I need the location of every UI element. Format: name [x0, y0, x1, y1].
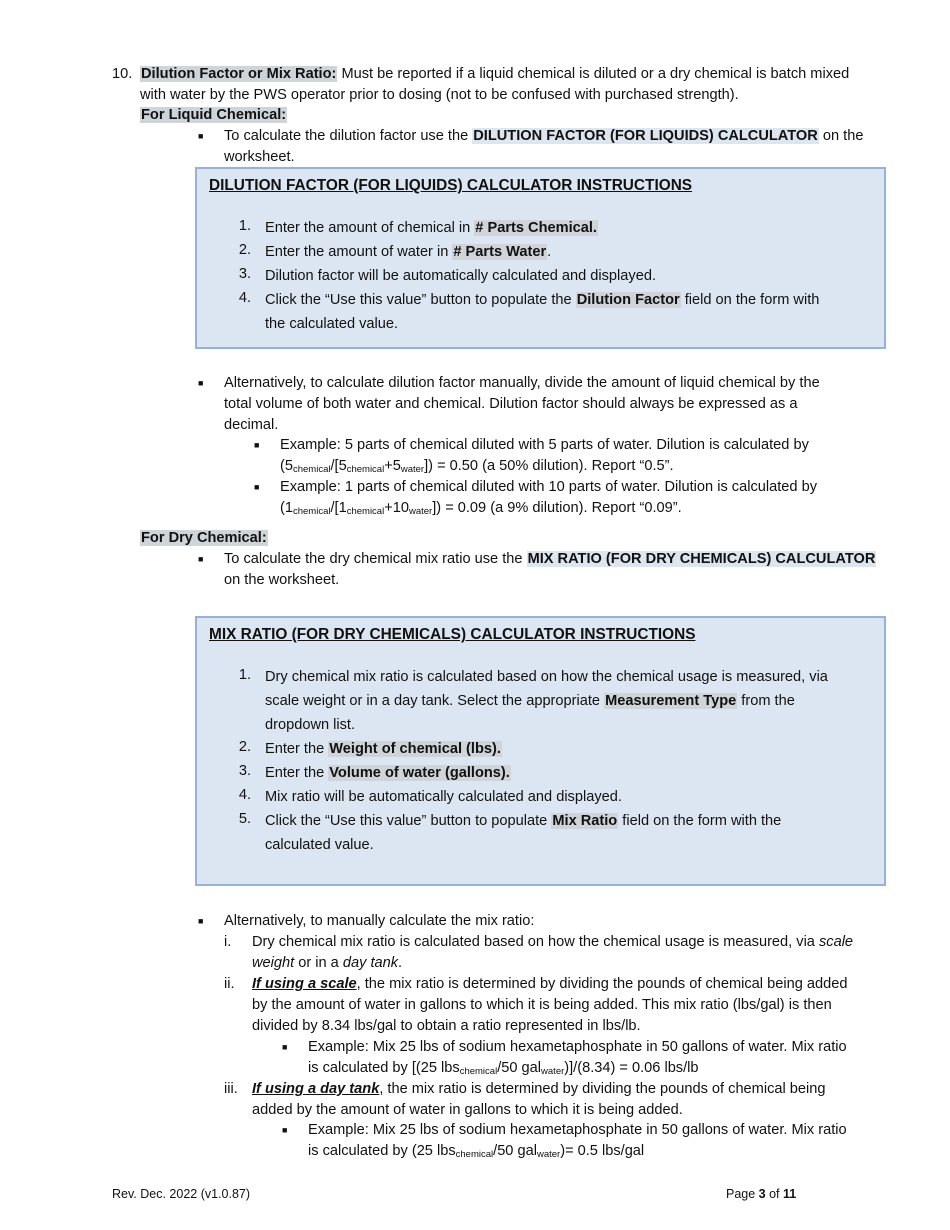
text: dropdown list.	[265, 717, 356, 733]
item-number: 10.	[112, 66, 133, 82]
bullet-icon: ■	[282, 1042, 288, 1052]
text: ]) = 0.50 (a 50% dilution). Report “0.5”.	[424, 458, 674, 474]
measurement-type-ref: Measurement Type	[605, 693, 737, 709]
liquid-heading: For Liquid Chemical:	[141, 107, 287, 123]
page-current: 3	[758, 1187, 766, 1201]
bullet-icon: ■	[198, 131, 204, 141]
dry-ii-formula	[308, 1058, 699, 1079]
item-10-line1	[140, 64, 849, 85]
liquid-alt-line1: Alternatively, to calculate dilution factor manually, divide the amount of liquid chemical by the	[224, 375, 820, 391]
dry-iii-formula	[308, 1141, 644, 1162]
liquid-alt-line3: decimal.	[224, 417, 279, 433]
text: from the	[737, 693, 795, 709]
text: .	[398, 955, 403, 971]
roman-ii: ii.	[224, 976, 235, 992]
sub: chemical	[292, 506, 331, 517]
day-tank-lead: If using a day tank	[252, 1081, 380, 1097]
text: scale weight or in a day tank. Select the appropriate	[265, 693, 605, 709]
text: To calculate the dilution factor use the	[224, 128, 473, 144]
text: on the	[818, 128, 864, 144]
dry-i-line1	[252, 932, 853, 953]
bullet-icon: ■	[282, 1125, 288, 1135]
sub: water	[541, 1066, 565, 1077]
bullet-icon: ■	[254, 440, 260, 450]
text: calculated value.	[265, 837, 374, 853]
text: Dilution factor will be automatically calculated and displayed.	[265, 268, 656, 284]
sub: water	[408, 506, 433, 517]
roman-iii: iii.	[224, 1081, 238, 1097]
text: To calculate the dry chemical mix ratio use the	[224, 551, 527, 567]
text: , the mix ratio is determined by dividing the pounds of chemical being	[379, 1081, 826, 1097]
item-10-text: Must be reported if a liquid chemical is diluted or a dry chemical is batch mixed	[337, 66, 850, 82]
dry-iii-line1	[252, 1079, 826, 1100]
volume-water-ref: Volume of water (gallons).	[329, 765, 510, 781]
dry-iii-line2: added by the amount of water in gallons to which it is being added.	[252, 1102, 683, 1118]
text: )= 0.5 lbs/gal	[560, 1143, 645, 1159]
dilution-instructions-box: DILUTION FACTOR (FOR LIQUIDS) CALCULATOR INSTRUCTIONS 1. Enter the amount of chemical in # Parts Chemical. 2. Enter the amount of water in # Parts Water. 3. Dilution factor will be automatically calculated and displayed. 4. Click the “Use this value” button to populate the Dilution Factor field on the form with the calculated value.	[195, 167, 886, 349]
page-total: 11	[783, 1187, 797, 1201]
text: , the mix ratio is determined by dividing the pounds of chemical being added	[356, 976, 848, 992]
text: field on the form with	[680, 292, 820, 308]
mix-ratio-box-title: MIX RATIO (FOR DRY CHEMICALS) CALCULATOR INSTRUCTIONS	[209, 626, 696, 643]
footer-revision: Rev. Dec. 2022 (v1.0.87)	[112, 1187, 251, 1201]
text: is calculated by [(25 lbs	[308, 1060, 460, 1076]
dilution-factor-field-ref: Dilution Factor	[576, 292, 680, 308]
text: Dry chemical mix ratio is calculated based on how the chemical usage is measured, via	[252, 934, 819, 950]
dry-heading: For Dry Chemical:	[141, 530, 267, 546]
dry-i-line2	[252, 953, 402, 974]
sub: chemical	[346, 464, 385, 475]
text: Mix ratio will be automatically calculated and displayed.	[265, 789, 622, 805]
text: Page	[726, 1187, 759, 1201]
text: day tank	[342, 955, 399, 971]
sub: chemical	[455, 1149, 494, 1160]
mix-ratio-calculator-ref: MIX RATIO (FOR DRY CHEMICALS) CALCULATOR	[527, 551, 876, 567]
sub: chemical	[459, 1066, 498, 1077]
text: )]/(8.34) = 0.06 lbs/lb	[564, 1060, 699, 1076]
mix-ratio-field-ref: Mix Ratio	[552, 813, 618, 829]
liquid-alt-line2: total volume of both water and chemical. Dilution factor should always be expressed as a	[224, 396, 798, 412]
scale-lead: If using a scale	[252, 976, 357, 992]
text: weight	[252, 955, 295, 971]
dry-iii-example: Example: Mix 25 lbs of sodium hexametaphosphate in 50 gallons of water. Mix ratio	[308, 1122, 847, 1138]
text: of	[765, 1187, 783, 1201]
text: or in a	[294, 955, 343, 971]
bullet-icon: ■	[198, 916, 204, 926]
dry-ii-line1	[252, 974, 847, 995]
liquid-example-1: Example: 5 parts of chemical diluted with 5 parts of water. Dilution is calculated by	[280, 437, 809, 453]
text: Dry chemical mix ratio is calculated based on how the chemical usage is measured, via	[265, 669, 828, 685]
dilution-box-title: DILUTION FACTOR (FOR LIQUIDS) CALCULATOR INSTRUCTIONS	[209, 177, 693, 194]
text: .	[547, 244, 552, 260]
text: field on the form with the	[618, 813, 782, 829]
dry-ii-example: Example: Mix 25 lbs of sodium hexametaphosphate in 50 gallons of water. Mix ratio	[308, 1039, 847, 1055]
bullet-icon: ■	[198, 378, 204, 388]
text: ]) = 0.09 (a 9% dilution). Report “0.09”.	[432, 500, 682, 516]
item-10-title: Dilution Factor or Mix Ratio:	[141, 66, 337, 82]
liquid-bullet-1-cont: worksheet.	[224, 149, 295, 165]
text: Click the “Use this value” button to populate	[265, 813, 552, 829]
roman-i: i.	[224, 934, 232, 950]
parts-water-ref: # Parts Water	[453, 244, 547, 260]
liquid-example-2-formula: $(1_{chemical}/[1_{chemical}+10_{water}]) = 0.09$ (a 9% dilution). Report “0.09”.	[280, 500, 682, 517]
bullet-icon: ■	[254, 482, 260, 492]
text: Enter the	[265, 765, 329, 781]
text: is calculated by (25 lbs	[308, 1143, 456, 1159]
bullet-icon: ■	[198, 554, 204, 564]
sub: chemical	[346, 506, 385, 517]
sub: water	[536, 1149, 561, 1160]
text: scale	[818, 934, 854, 950]
liquid-example-1-formula: $(5_{chemical}/[5_{chemical}+5_{water}]) = 0.50$ (a 50% dilution). Report “0.5”.	[280, 458, 674, 475]
dry-bullet-1-cont: on the worksheet.	[224, 572, 340, 588]
text: /50 gal	[493, 1143, 537, 1159]
parts-chemical-ref: # Parts Chemical.	[475, 220, 597, 236]
text: Enter the amount of water in	[265, 244, 453, 260]
dilution-calculator-ref: DILUTION FACTOR (FOR LIQUIDS) CALCULATOR	[473, 128, 818, 144]
text: Enter the amount of chemical in	[265, 220, 475, 236]
text: the calculated value.	[265, 316, 399, 332]
sub: water	[400, 464, 425, 475]
dry-ii-line3: divided by 8.34 lbs/gal to obtain a ratio represented in lbs/lb.	[252, 1018, 641, 1034]
liquid-example-2: Example: 1 parts of chemical diluted with 10 parts of water. Dilution is calculated by	[280, 479, 817, 495]
liquid-bullet-1	[224, 126, 863, 147]
item-10-line2: with water by the PWS operator prior to dosing (not to be confused with purchased strength).	[140, 87, 739, 103]
text: /50 gal	[497, 1060, 542, 1076]
mix-ratio-instructions-box: MIX RATIO (FOR DRY CHEMICALS) CALCULATOR INSTRUCTIONS 1. Dry chemical mix ratio is calculated based on how the chemical usage is measured, via scale weight or in a day tank. Select the appropriate Measurement Type from the dropdown list. 2. Enter the Weight of chemical (lbs). 3. Enter the Volume of water (gallons). 4. Mix ratio will be automatically calculated and displayed. 5. Click the “Use this value” button to populate Mix Ratio field on the form with the calculated value.	[195, 616, 886, 886]
weight-chemical-ref: Weight of chemical (lbs).	[329, 741, 501, 757]
text: Click the “Use this value” button to populate the	[265, 292, 576, 308]
dry-alt: Alternatively, to manually calculate the mix ratio:	[224, 913, 535, 929]
text: Enter the	[265, 741, 329, 757]
sub: chemical	[292, 464, 331, 475]
dry-ii-line2: by the amount of water in gallons to which it is being added. This mix ratio (lbs/gal) is then	[252, 997, 832, 1013]
footer-page-number	[726, 1184, 796, 1205]
dry-bullet-1	[224, 549, 876, 570]
